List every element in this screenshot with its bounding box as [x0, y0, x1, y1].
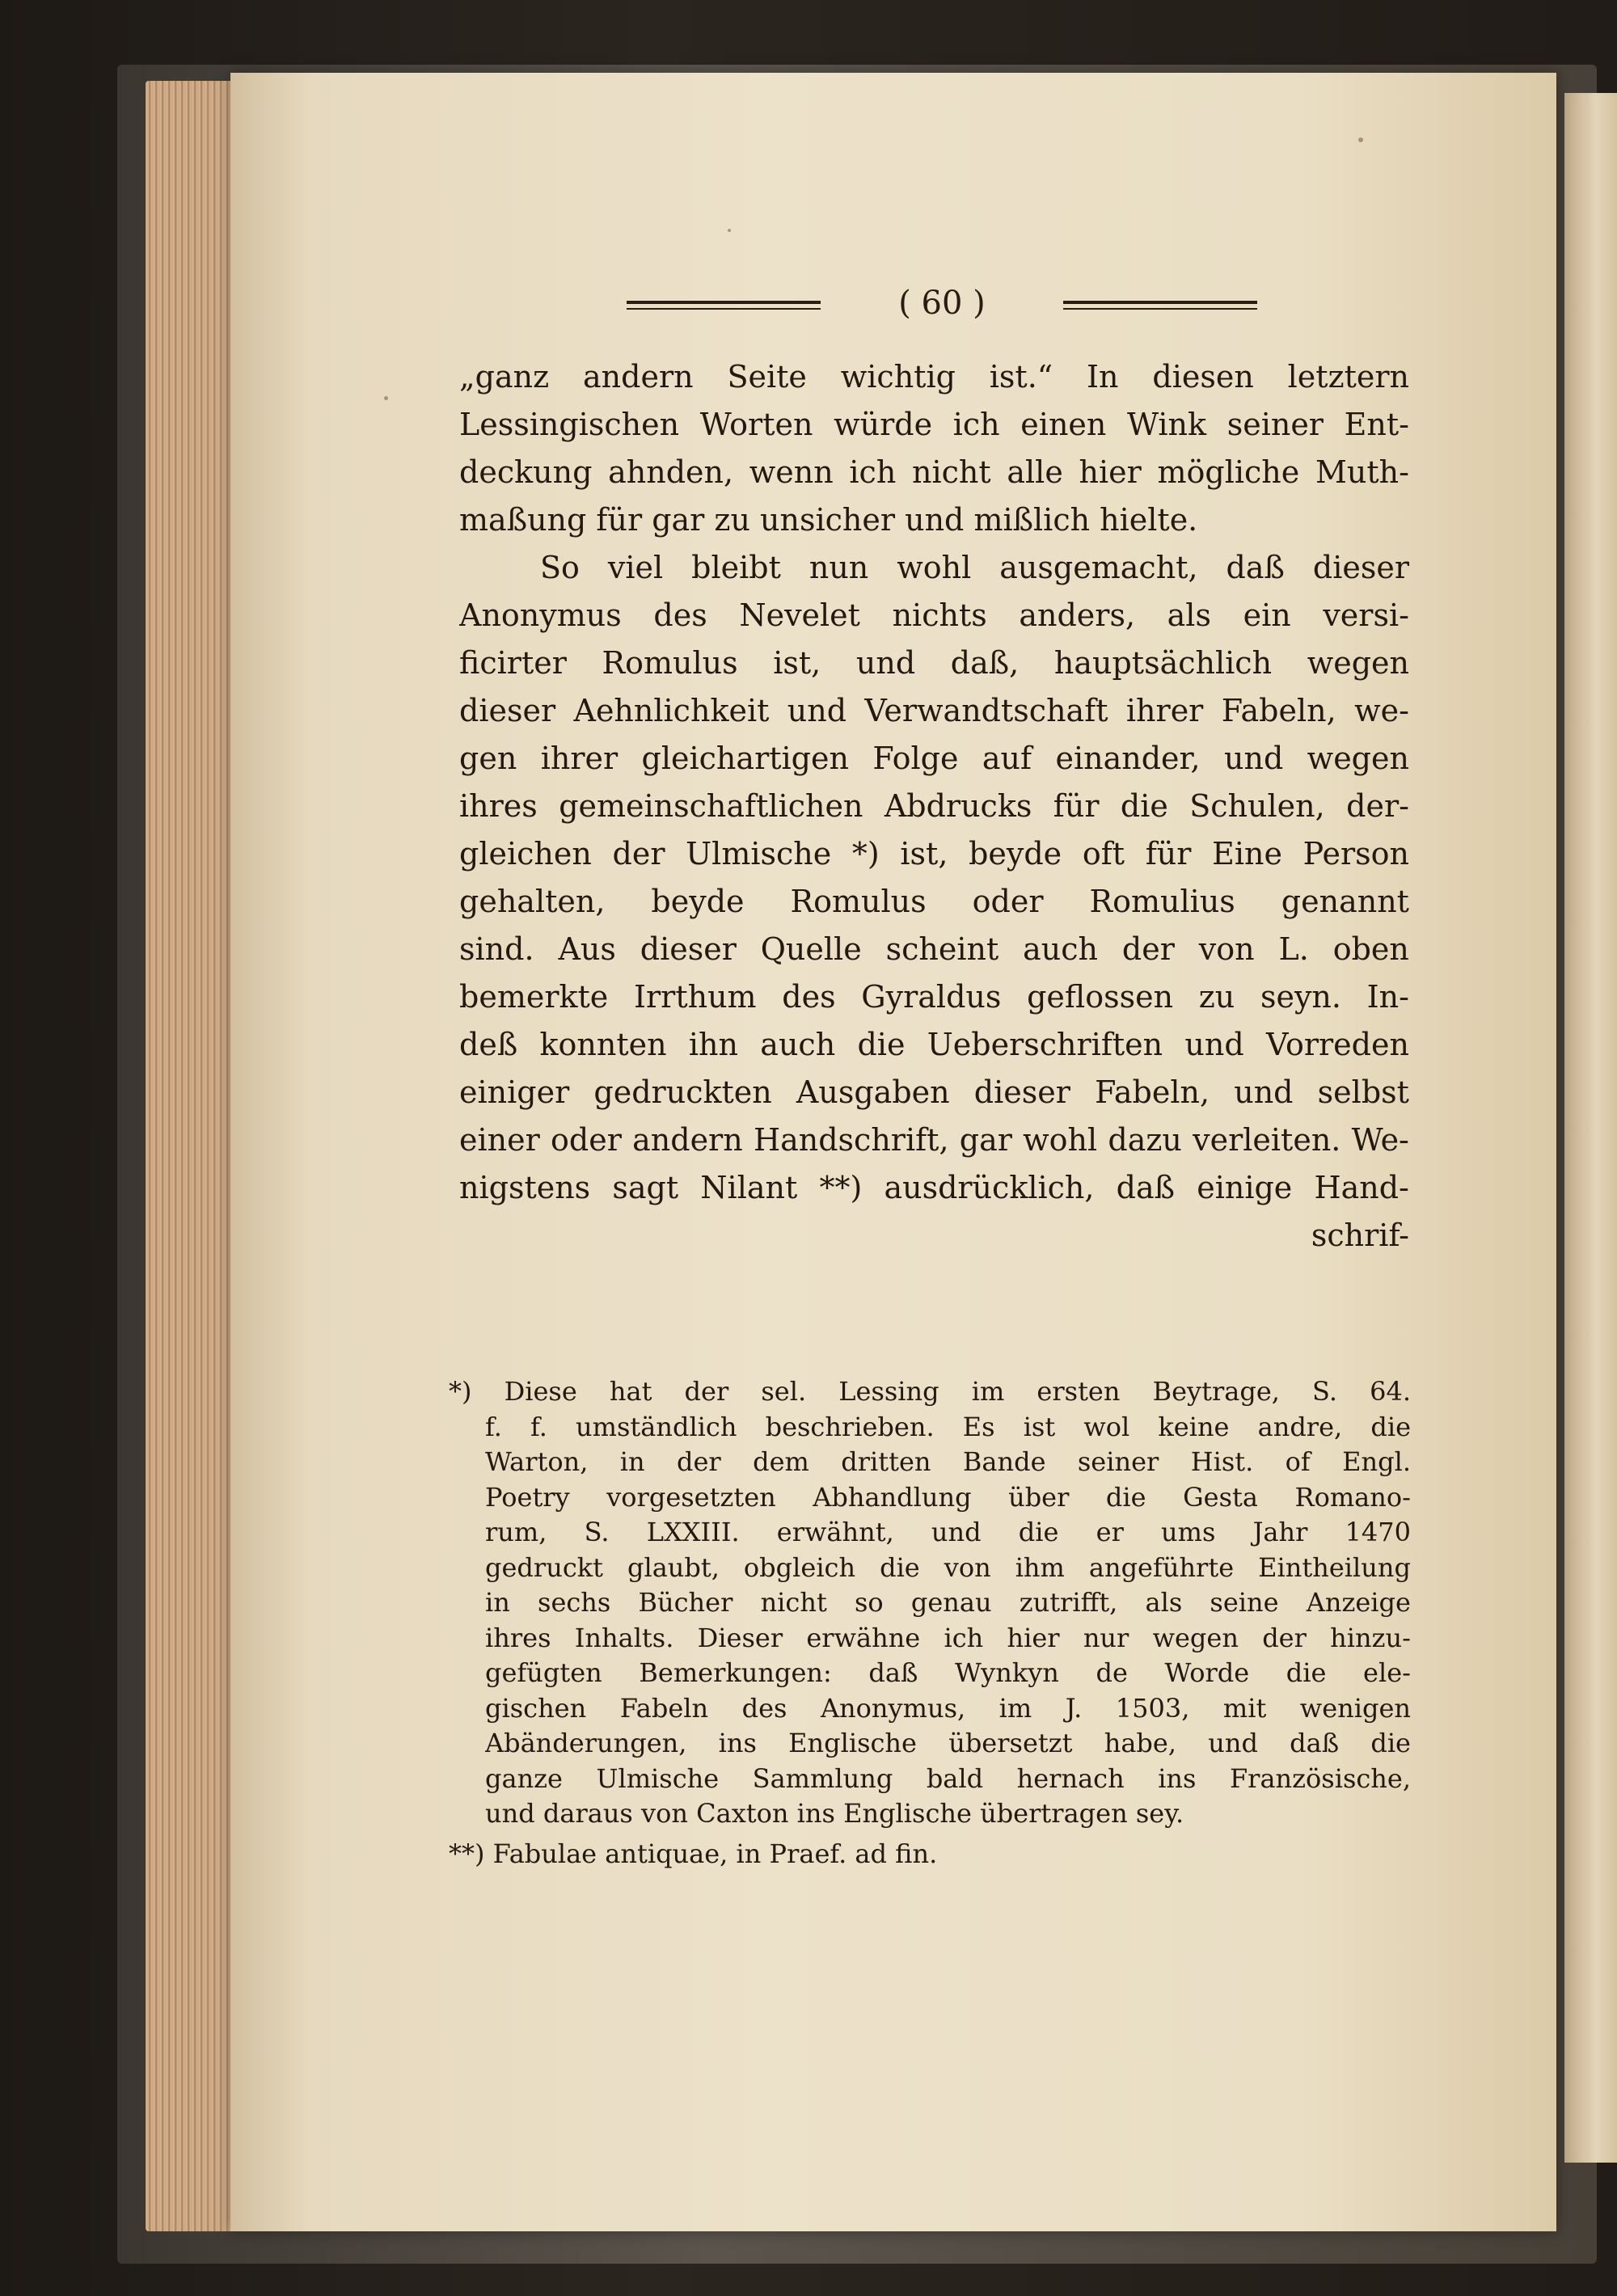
word: von — [944, 1551, 991, 1583]
word: Hand- — [1314, 1170, 1409, 1205]
text-line — [459, 1116, 1409, 1164]
word: *) — [449, 1376, 472, 1407]
foxing-spot — [1358, 137, 1363, 142]
word: Irrthum — [633, 979, 757, 1015]
word: und — [1234, 1074, 1294, 1110]
word: sechs — [538, 1587, 611, 1618]
word: und — [855, 645, 916, 681]
word: seiner — [1077, 1446, 1159, 1477]
word: gedruckten — [593, 1074, 772, 1110]
word: ihn — [688, 1027, 738, 1062]
word: mögliche — [1157, 454, 1300, 490]
word: Fabeln — [619, 1692, 709, 1724]
word: hier — [1007, 1622, 1060, 1653]
word: auch — [1023, 931, 1099, 967]
word: viel — [607, 550, 664, 585]
word: daß — [1116, 1170, 1176, 1205]
word: einander, — [1055, 741, 1201, 776]
footnote-line — [485, 1480, 1411, 1516]
word: sind. — [459, 931, 534, 967]
word: letztern — [1287, 359, 1409, 395]
word: für — [1145, 836, 1192, 872]
word: die — [1018, 1517, 1059, 1547]
word: Hist. — [1190, 1446, 1254, 1477]
word: We- — [1351, 1122, 1409, 1158]
word: wichtig — [840, 359, 956, 395]
page-edges — [146, 81, 234, 2231]
text-line — [459, 687, 1409, 735]
word: die — [1370, 1728, 1411, 1758]
word: Anonymus, — [820, 1692, 966, 1724]
word: **) — [819, 1170, 863, 1205]
word: gleichen — [459, 836, 592, 872]
word: Wink — [1127, 407, 1207, 442]
word: ist.“ — [989, 359, 1053, 395]
word: vorgesetzten — [606, 1481, 776, 1513]
word: Engl. — [1342, 1446, 1411, 1477]
word: Vorreden — [1266, 1027, 1409, 1062]
word: erwähne — [806, 1622, 921, 1653]
word: ersten — [1036, 1376, 1121, 1407]
word: dazu — [1108, 1122, 1182, 1158]
word: und — [931, 1517, 982, 1547]
word: seyn. — [1260, 979, 1341, 1015]
word: 64. — [1370, 1376, 1411, 1407]
word: im — [998, 1692, 1032, 1724]
footnote-line — [485, 1656, 1411, 1691]
word: Diese — [504, 1376, 577, 1407]
word: ich — [849, 454, 897, 490]
word: ficirter — [459, 645, 567, 681]
word: S. — [1312, 1376, 1337, 1407]
word: sel. — [761, 1376, 807, 1407]
word: Romano- — [1294, 1481, 1411, 1513]
word: die — [1105, 1481, 1146, 1513]
word: Anonymus — [459, 597, 622, 633]
word: In- — [1366, 979, 1409, 1015]
foxing-spot — [728, 229, 731, 232]
word: daß — [868, 1657, 918, 1688]
word: nicht — [760, 1587, 827, 1618]
word: beyde — [651, 884, 745, 919]
word: Gesta — [1183, 1481, 1258, 1513]
word: gischen — [485, 1692, 587, 1724]
word: Anzeige — [1306, 1587, 1411, 1618]
word: In — [1087, 359, 1119, 395]
word: genannt — [1281, 884, 1409, 919]
word: im — [971, 1376, 1005, 1407]
word: Fabeln, — [1095, 1074, 1210, 1110]
word: andre, — [1257, 1411, 1343, 1442]
word: die — [1286, 1657, 1327, 1688]
word: deß — [459, 1027, 518, 1062]
word: die — [1370, 1411, 1411, 1442]
word: Quelle — [760, 931, 862, 967]
word: nichts — [892, 597, 987, 633]
word: ganze — [485, 1762, 563, 1794]
text-line: maßung für gar zu unsicher und mißlich hielte. — [459, 502, 1198, 538]
word: einen — [1020, 407, 1107, 442]
word: *) — [851, 836, 880, 872]
footnote-line — [485, 1585, 1411, 1621]
footnote-line — [485, 1691, 1411, 1727]
word: Ent- — [1344, 407, 1409, 442]
word: dieser — [459, 693, 556, 728]
word: Ueberschriften — [927, 1027, 1163, 1062]
word: wegen — [1152, 1622, 1239, 1653]
word: wol — [1083, 1411, 1130, 1442]
word: Schulen, — [1189, 788, 1325, 824]
word: wegen — [1307, 645, 1409, 681]
word: oft — [1082, 836, 1125, 872]
word: Romulus — [602, 645, 738, 681]
word: über — [1008, 1481, 1070, 1513]
word: einer — [459, 1122, 540, 1158]
text-line — [459, 544, 1409, 592]
word: und — [1224, 741, 1284, 776]
word: Eintheilung — [1258, 1551, 1411, 1583]
word: Abänderungen, — [485, 1728, 687, 1758]
word: Lessingischen — [459, 407, 680, 442]
text-line — [459, 878, 1409, 926]
word: Englische — [788, 1728, 917, 1758]
word: nun — [808, 550, 869, 585]
word: Warton, — [485, 1446, 589, 1477]
word: nur — [1083, 1622, 1129, 1653]
word: daß — [1290, 1728, 1340, 1758]
word: Ausgaben — [796, 1074, 950, 1110]
word: alle — [1007, 454, 1063, 490]
word: Jahr — [1252, 1517, 1308, 1547]
word: Worde — [1164, 1657, 1250, 1688]
word: ich — [952, 407, 1000, 442]
facing-page-edge — [1564, 93, 1617, 2163]
word: andern — [583, 359, 694, 395]
word: verleiten. — [1193, 1122, 1341, 1158]
footnote-line — [485, 1726, 1411, 1762]
word: in — [485, 1587, 510, 1618]
word: hernach — [1016, 1762, 1125, 1794]
word: hinzu- — [1330, 1622, 1411, 1653]
word: daß, — [950, 645, 1020, 681]
word: des — [741, 1692, 787, 1724]
word: des — [782, 979, 836, 1015]
word: zu — [1198, 979, 1235, 1015]
word: ist — [1023, 1411, 1056, 1442]
word: Beytrage, — [1152, 1376, 1280, 1407]
word: von — [1198, 931, 1255, 967]
word: geflossen — [1027, 979, 1174, 1015]
word: ums — [1161, 1517, 1216, 1547]
word: hier — [1079, 454, 1142, 490]
word: erwähnt, — [776, 1517, 894, 1547]
word: Inhalts. — [574, 1622, 674, 1653]
word: Aus — [558, 931, 616, 967]
word: Romulius — [1089, 884, 1235, 919]
word: oben — [1332, 931, 1409, 967]
word: zutrifft, — [1019, 1587, 1118, 1618]
word: gedruckt — [485, 1551, 603, 1583]
word: Es — [962, 1411, 995, 1442]
word: der — [676, 1446, 721, 1477]
word: ist, — [773, 645, 821, 681]
footnote-line — [485, 1445, 1411, 1480]
word: Dieser — [697, 1622, 783, 1653]
text-line — [459, 783, 1409, 830]
word: würde — [834, 407, 933, 442]
catchword: schrif- — [1311, 1218, 1409, 1253]
word: So — [540, 550, 580, 585]
word: der — [612, 836, 665, 872]
word: Folge — [872, 741, 959, 776]
word: Verwandtschaft — [864, 693, 1108, 728]
text-line — [459, 830, 1409, 878]
word: Wynkyn — [954, 1657, 1059, 1688]
word: ausdrücklich, — [884, 1170, 1095, 1205]
word: beyde — [969, 836, 1062, 872]
word: der — [684, 1376, 729, 1407]
word: übersetzt — [948, 1728, 1073, 1758]
word: Sammlung — [752, 1762, 893, 1794]
word: ahnden, — [608, 454, 734, 490]
word: ihm — [1015, 1551, 1065, 1583]
word: nicht — [912, 454, 991, 490]
word: ihrer — [1125, 693, 1204, 728]
word: wenn — [749, 454, 834, 490]
word: Gyraldus — [861, 979, 1002, 1015]
word: konnten — [539, 1027, 667, 1062]
footnote-line — [485, 1762, 1411, 1797]
word: gemeinschaftlichen — [559, 788, 863, 824]
text-line — [459, 1021, 1409, 1069]
word: einiger — [459, 1074, 570, 1110]
word: L. — [1278, 931, 1309, 967]
word: 1470 — [1345, 1517, 1411, 1547]
word: er — [1096, 1517, 1124, 1547]
word: andern — [632, 1122, 743, 1158]
word: Nilant — [700, 1170, 798, 1205]
word: oder — [972, 884, 1044, 919]
word: dieser — [1312, 550, 1409, 585]
word: gehalten, — [459, 884, 606, 919]
word: versi- — [1323, 597, 1409, 633]
header-rule-right — [1063, 301, 1257, 310]
footnote-line — [485, 1515, 1411, 1551]
word: Bemerkungen: — [639, 1657, 832, 1688]
word: als — [1167, 597, 1211, 633]
word: LXXIII. — [646, 1517, 740, 1547]
word: dieser — [973, 1074, 1070, 1110]
word: Französische, — [1229, 1762, 1411, 1794]
word: Worten — [699, 407, 813, 442]
word: und — [1208, 1728, 1258, 1758]
text-line — [459, 735, 1409, 783]
page-header — [627, 287, 1257, 327]
word: dritten — [841, 1446, 931, 1477]
word: bleibt — [691, 550, 781, 585]
word: als — [1145, 1587, 1183, 1618]
word: genau — [910, 1587, 992, 1618]
word: gleichartigen — [641, 741, 849, 776]
word: f. — [530, 1411, 547, 1442]
footnote-line — [485, 1551, 1411, 1586]
word: Ulmische — [686, 836, 832, 872]
word: hat — [609, 1376, 652, 1407]
word: des — [653, 597, 707, 633]
word: hauptsächlich — [1053, 645, 1273, 681]
word: de — [1096, 1657, 1128, 1688]
word: in — [619, 1446, 645, 1477]
word: ein — [1243, 597, 1291, 633]
word: Fabeln, — [1221, 693, 1336, 728]
word: ausgemacht, — [999, 550, 1198, 585]
word: deckung — [459, 454, 593, 490]
word: Poetry — [485, 1481, 570, 1513]
word: seiner — [1226, 407, 1324, 442]
word: ihres — [459, 788, 538, 824]
word: wohl — [1023, 1122, 1098, 1158]
footnote-line: **) Fabulae antiquae, in Praef. ad fin. — [449, 1838, 938, 1869]
word: scheint — [885, 931, 999, 967]
word: 1503, — [1115, 1692, 1190, 1724]
text-line — [459, 449, 1409, 496]
text-line — [459, 639, 1409, 687]
word: Bücher — [638, 1587, 733, 1618]
word: we- — [1354, 693, 1409, 728]
word: und — [1184, 1027, 1244, 1062]
word: einige — [1197, 1170, 1293, 1205]
word: wenigen — [1299, 1692, 1411, 1724]
word: die — [1120, 788, 1168, 824]
word: die — [857, 1027, 906, 1062]
word: Bande — [962, 1446, 1046, 1477]
word: selbst — [1317, 1074, 1409, 1110]
word: der- — [1346, 788, 1409, 824]
word: angeführte — [1088, 1551, 1235, 1583]
word: glaubt, — [627, 1551, 720, 1583]
text-line — [459, 592, 1409, 639]
word: J. — [1065, 1692, 1083, 1724]
word: oder — [551, 1122, 622, 1158]
word: anders, — [1019, 597, 1136, 633]
footnote-line — [485, 1410, 1411, 1446]
word: bald — [926, 1762, 984, 1794]
word: auch — [760, 1027, 836, 1062]
word: gen — [459, 741, 517, 776]
word: diesen — [1152, 359, 1254, 395]
word: gefügten — [485, 1657, 602, 1688]
word: beschrieben. — [765, 1411, 935, 1442]
word: Romulus — [790, 884, 927, 919]
word: für — [1053, 788, 1100, 824]
word: auf — [982, 741, 1032, 776]
word: dem — [753, 1446, 809, 1477]
word: Ulmische — [596, 1762, 720, 1794]
foxing-spot — [384, 396, 388, 400]
word: of — [1285, 1446, 1311, 1477]
word: Nevelet — [739, 597, 860, 633]
page-number: ( 60 ) — [898, 285, 986, 322]
text-line — [459, 1164, 1409, 1212]
word: Abdrucks — [884, 788, 1032, 824]
word: obgleich — [743, 1551, 856, 1583]
text-line — [459, 401, 1409, 449]
word: ist, — [900, 836, 948, 872]
word: wohl — [897, 550, 972, 585]
word: ele- — [1363, 1657, 1411, 1688]
word: S. — [584, 1517, 610, 1547]
text-line — [459, 973, 1409, 1021]
footnote-line: und daraus von Caxton ins Englische übertragen sey. — [485, 1798, 1184, 1829]
footnote-line — [449, 1374, 1411, 1410]
word: ihrer — [540, 741, 619, 776]
word: daß — [1226, 550, 1285, 585]
word: und — [787, 693, 847, 728]
footnotes — [449, 1374, 1411, 1872]
word: Aehnlichkeit — [573, 693, 770, 728]
word: Lessing — [838, 1376, 939, 1407]
main-text — [459, 353, 1409, 1260]
word: keine — [1158, 1411, 1230, 1442]
word: habe, — [1104, 1728, 1176, 1758]
word: nigstens — [459, 1170, 591, 1205]
text-line — [459, 926, 1409, 973]
word: dieser — [640, 931, 737, 967]
word: Muth- — [1315, 454, 1409, 490]
word: der — [1121, 931, 1175, 967]
word: „ganz — [459, 359, 550, 395]
word: der — [1262, 1622, 1307, 1653]
word: f. — [485, 1411, 502, 1442]
word: ins — [718, 1728, 757, 1758]
word: rum, — [485, 1517, 547, 1547]
word: Person — [1302, 836, 1409, 872]
word: sagt — [612, 1170, 679, 1205]
word: mit — [1222, 1692, 1267, 1724]
word: die — [880, 1551, 920, 1583]
text-line — [459, 353, 1409, 401]
word: ins — [1158, 1762, 1197, 1794]
footnote-line — [485, 1621, 1411, 1657]
word: seine — [1210, 1587, 1279, 1618]
word: gar — [959, 1122, 1012, 1158]
word: bemerkte — [459, 979, 609, 1015]
word: so — [854, 1587, 884, 1618]
word: Seite — [727, 359, 807, 395]
word: umständlich — [576, 1411, 737, 1442]
word: ich — [944, 1622, 984, 1653]
word: Handschrift, — [753, 1122, 949, 1158]
word: Abhandlung — [813, 1481, 972, 1513]
text-line — [459, 1069, 1409, 1116]
word: wegen — [1307, 741, 1409, 776]
word: ihres — [485, 1622, 551, 1653]
word: Eine — [1212, 836, 1282, 872]
